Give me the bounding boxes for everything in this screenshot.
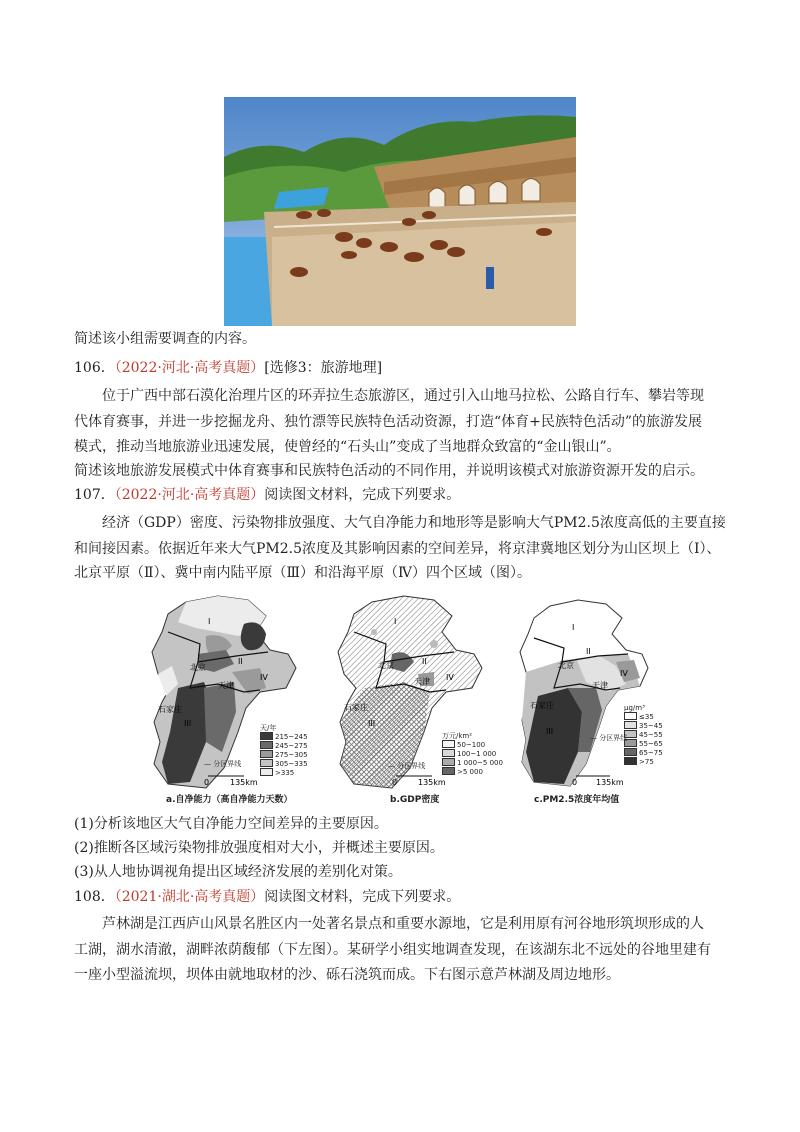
q107-paragraph-line-3: 北京平原（Ⅱ）、冀中南内陆平原（Ⅲ）和沿海平原（Ⅳ）四个区域（图）。 bbox=[74, 565, 532, 581]
q106-number: 106． bbox=[74, 360, 115, 376]
map-c-region-3: III bbox=[546, 727, 554, 736]
q107-source: （2022·河北·高考真题） bbox=[114, 487, 265, 503]
map-c-pm25-annual-mean bbox=[516, 592, 676, 810]
map-a-legend-item: 305~335 bbox=[260, 759, 308, 768]
map-b-legend-unit: 万元/km² bbox=[442, 732, 473, 740]
map-c-region-1: I bbox=[572, 623, 575, 632]
map-b-scale-start: 0 bbox=[392, 778, 398, 787]
map-c-region-2: II bbox=[586, 647, 591, 656]
legend-swatch bbox=[260, 750, 273, 758]
map-c-legend bbox=[624, 704, 663, 766]
map-b-region-2: II bbox=[422, 657, 427, 666]
map-a-region-3: III bbox=[184, 719, 192, 728]
map-b-region-1: I bbox=[394, 617, 397, 626]
legend-swatch bbox=[624, 712, 637, 720]
map-b-boundary-legend: — 分区界线 bbox=[388, 762, 426, 770]
map-a-legend-item: 275~305 bbox=[260, 750, 308, 759]
q106-tag: [选修3：旅游地理] bbox=[264, 360, 383, 376]
map-b-city-tianjin: 天津 bbox=[414, 677, 430, 686]
map-c-legend-unit: μg/m³ bbox=[624, 704, 645, 712]
q106-source: （2022·河北·高考真题） bbox=[114, 360, 265, 376]
map-b-gdp-density bbox=[334, 592, 506, 810]
map-b-caption: b.GDP密度 bbox=[390, 795, 440, 805]
q108-tag: 阅读图文材料，完成下列要求。 bbox=[264, 889, 461, 905]
map-c-legend-item: >75 bbox=[624, 757, 663, 766]
map-c-boundary-legend: — 分区界线 bbox=[590, 734, 628, 742]
map-a-city-shijiazhuang: 石家庄 bbox=[158, 705, 182, 714]
map-c-city-shijiazhuang: 石家庄 bbox=[530, 701, 554, 710]
map-b-scale-end: 135km bbox=[418, 778, 446, 787]
q106-paragraph-line-2: 代体育赛事，并进一步挖掘龙舟、独竹漂等民族特色活动资源，打造“体育+民族特色活动”的旅游发展 bbox=[74, 414, 703, 430]
q107-header bbox=[74, 485, 460, 505]
map-a-caption: a.自净能力（高自净能力天数） bbox=[166, 795, 293, 805]
map-b-region-3: III bbox=[368, 719, 376, 728]
legend-swatch bbox=[260, 768, 273, 776]
q105-tail-text: 简述该小组需要调查的内容。 bbox=[74, 331, 256, 347]
map-a-legend-item: 245~275 bbox=[260, 741, 308, 750]
q107-paragraph-line-2: 和间接因素。依据近年来大气PM2.5浓度及其影响因素的空间差异，将京津冀地区划分为山区坝上（Ⅰ）、 bbox=[74, 541, 721, 557]
q108-header bbox=[74, 887, 460, 907]
map-a-city-beijing: 北京 bbox=[190, 663, 206, 672]
q106-paragraph-line-3: 模式，推动当地旅游业迅速发展，使曾经的“石头山”变成了当地群众致富的“金山银山”。 bbox=[74, 439, 621, 455]
map-c-city-tianjin: 天津 bbox=[592, 681, 608, 690]
map-c-legend-item: 35~45 bbox=[624, 721, 663, 730]
legend-swatch bbox=[260, 732, 273, 740]
q108-paragraph-line-3: 一座小型溢流坝，坝体由就地取材的沙、砾石浇筑而成。下右图示意芦林湖及周边地形。 bbox=[74, 967, 620, 983]
map-a-region-2: II bbox=[238, 657, 243, 666]
legend-swatch bbox=[442, 758, 455, 766]
map-b-region-4: IV bbox=[446, 673, 454, 682]
map-a-legend bbox=[260, 724, 308, 777]
map-c-caption: c.PM2.5浓度年均值 bbox=[534, 795, 620, 805]
map-b-city-beijing: 北京 bbox=[378, 661, 394, 670]
map-a-scale-end: 135km bbox=[230, 778, 258, 787]
map-a-self-cleaning-capacity bbox=[148, 592, 316, 810]
q108-paragraph-line-1: 芦林湖是江西庐山风景名胜区内一处著名景点和重要水源地，它是利用原有河谷地形筑坝形成的人 bbox=[102, 916, 704, 932]
map-c-region-4: IV bbox=[620, 669, 628, 678]
q106-paragraph-line-1: 位于广西中部石漠化治理片区的环弄拉生态旅游区，通过引入山地马拉松、公路自行车、攀岩等现 bbox=[102, 388, 704, 404]
map-a-legend-unit: 天/年 bbox=[260, 724, 277, 732]
map-b-legend-item: 50~100 bbox=[442, 740, 503, 749]
map-c-legend-item: 45~55 bbox=[624, 730, 663, 739]
legend-swatch bbox=[624, 748, 637, 756]
q108-paragraph-line-2: 工湖，湖水清澈，湖畔浓荫馥郁（下左图）。某研学小组实地调查发现，在该湖东北不远处的谷地里建有 bbox=[74, 942, 711, 958]
q106-header bbox=[74, 358, 382, 378]
map-c-legend-item: 55~65 bbox=[624, 739, 663, 748]
legend-swatch bbox=[442, 740, 455, 748]
q108-source: （2021·湖北·高考真题） bbox=[114, 889, 265, 905]
q107-subquestion-2: (2)推断各区域污染物排放强度相对大小，并概述主要原因。 bbox=[74, 840, 444, 856]
legend-swatch bbox=[442, 749, 455, 757]
map-a-city-tianjin: 天津 bbox=[218, 681, 234, 690]
legend-swatch bbox=[260, 741, 273, 749]
map-c-legend-item: ≤35 bbox=[624, 712, 663, 721]
q107-paragraph-line-1: 经济（GDP）密度、污染物排放强度、大气自净能力和地形等是影响大气PM2.5浓度高低的主要直接 bbox=[102, 515, 726, 531]
q107-subquestion-3: (3)从人地协调视角提出区域经济发展的差别化对策。 bbox=[74, 864, 402, 880]
map-b-legend bbox=[442, 732, 503, 776]
map-b-legend-item: 1 000~5 000 bbox=[442, 758, 503, 767]
q107-tag: 阅读图文材料，完成下列要求。 bbox=[264, 487, 461, 503]
map-a-region-1: I bbox=[208, 617, 211, 626]
map-a-boundary-legend: — 分区界线 bbox=[204, 760, 242, 768]
map-c-legend-item: 65~75 bbox=[624, 748, 663, 757]
q108-number: 108． bbox=[74, 889, 115, 905]
map-a-scale-start: 0 bbox=[204, 778, 210, 787]
map-c-scale-end: 135km bbox=[596, 778, 624, 787]
q107-subquestion-1: (1)分析该地区大气自净能力空间差异的主要原因。 bbox=[74, 816, 388, 832]
map-b-legend-item: >5 000 bbox=[442, 767, 503, 776]
map-c-city-beijing: 北京 bbox=[558, 661, 574, 670]
q107-number: 107． bbox=[74, 487, 115, 503]
map-b-city-shijiazhuang: 石家庄 bbox=[344, 703, 368, 712]
horse-ranch-photo bbox=[224, 97, 576, 326]
legend-swatch bbox=[442, 767, 455, 775]
map-a-legend-item: >335 bbox=[260, 768, 308, 777]
legend-swatch bbox=[624, 757, 637, 765]
map-a-legend-item: 215~245 bbox=[260, 732, 308, 741]
legend-swatch bbox=[624, 721, 637, 729]
q106-question: 简述该地旅游发展模式中体育赛事和民族特色活动的不同作用，并说明该模式对旅游资源开发的启示。 bbox=[74, 463, 704, 479]
map-a-region-4: IV bbox=[260, 673, 268, 682]
map-c-scale-start: 0 bbox=[572, 778, 578, 787]
legend-swatch bbox=[260, 759, 273, 767]
map-b-legend-item: 100~1 000 bbox=[442, 749, 503, 758]
